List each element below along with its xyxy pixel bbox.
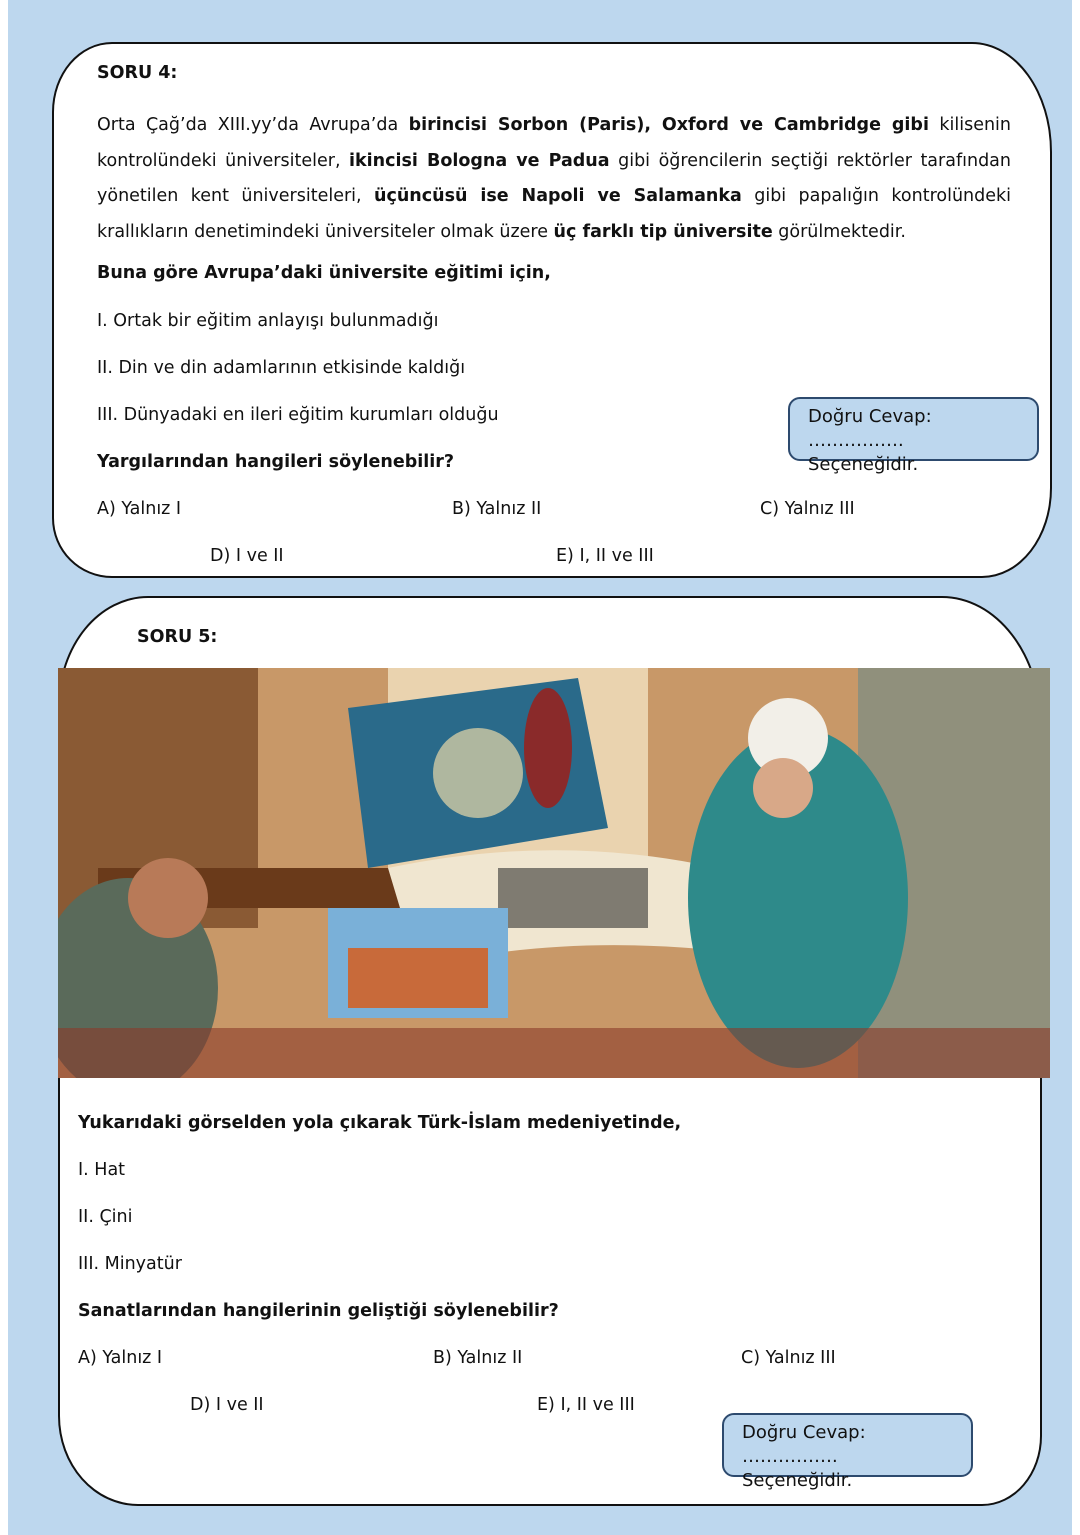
paragraph-segment: kilisenin kontrolündeki üniversiteler,	[97, 115, 1012, 171]
answer-label: Doğru Cevap:	[808, 406, 932, 427]
paragraph-segment: üçüncüsü ise Napoli ve Salamanka	[373, 186, 742, 206]
paragraph-segment: görülmektedir.	[772, 221, 906, 242]
paragraph-segment: birincisi Sorbon (Paris), Oxford ve Cambridge gibi	[408, 115, 929, 135]
page-margin-right	[1072, 0, 1080, 1535]
question-4-item: II. Din ve din adamlarının etkisinde kaldığı	[97, 358, 466, 378]
option-d[interactable]: D) I ve II	[190, 1395, 264, 1415]
answer-box	[788, 397, 1039, 475]
question-5-item: II. Çini	[78, 1207, 133, 1227]
option-c[interactable]: C) Yalnız III	[741, 1348, 836, 1368]
illustration-calligraphy-tile-miniature-artists	[58, 668, 1050, 1078]
paragraph-segment: ikincisi Bologna ve Padua	[349, 150, 610, 171]
paragraph-segment: gibi papalığın kontrolündeki krallıkların denetimindeki üniversiteler olmak üzere	[97, 186, 1011, 242]
question-4-question: Yargılarından hangileri söylenebilir?	[97, 452, 454, 472]
question-4-paragraph	[97, 108, 1011, 250]
question-5-item: I. Hat	[78, 1160, 126, 1180]
question-5-lead: Yukarıdaki görselden yola çıkarak Türk-İslam medeniyetinde,	[78, 1113, 682, 1133]
answer-label: Doğru Cevap:	[742, 1422, 866, 1443]
option-b[interactable]: B) Yalnız II	[452, 499, 542, 519]
question-4-lead: Buna göre Avrupa’daki üniversite eğitimi için,	[97, 263, 551, 283]
answer-line: ……………. Seçeneğidir.	[742, 1446, 853, 1491]
paragraph-segment: Orta Çağ’da XIII.yy’da Avrupa’da	[97, 115, 409, 135]
paragraph-segment: üç farklı tip üniversite	[553, 221, 773, 242]
answer-line: ……………. Seçeneğidir.	[808, 430, 919, 475]
option-a[interactable]: A) Yalnız I	[78, 1348, 163, 1368]
option-e[interactable]: E) I, II ve III	[537, 1395, 635, 1415]
question-5-title: SORU 5:	[137, 627, 218, 647]
question-4-item: I. Ortak bir eğitim anlayışı bulunmadığı	[97, 311, 439, 331]
question-4-title: SORU 4:	[97, 63, 178, 83]
option-c[interactable]: C) Yalnız III	[760, 499, 855, 519]
option-a[interactable]: A) Yalnız I	[97, 499, 182, 519]
option-d[interactable]: D) I ve II	[210, 546, 284, 566]
option-b[interactable]: B) Yalnız II	[433, 1348, 523, 1368]
page-margin-left	[0, 0, 8, 1535]
question-4-item: III. Dünyadaki en ileri eğitim kurumları olduğu	[97, 405, 499, 425]
option-e[interactable]: E) I, II ve III	[556, 546, 654, 566]
question-5-item: III. Minyatür	[78, 1254, 182, 1274]
paragraph-segment: gibi öğrencilerin seçtiği rektörler tarafından yönetilen kent üniversiteleri,	[97, 150, 1011, 206]
answer-box	[722, 1413, 973, 1491]
question-5-question: Sanatlarından hangilerinin geliştiği söylenebilir?	[78, 1301, 559, 1321]
